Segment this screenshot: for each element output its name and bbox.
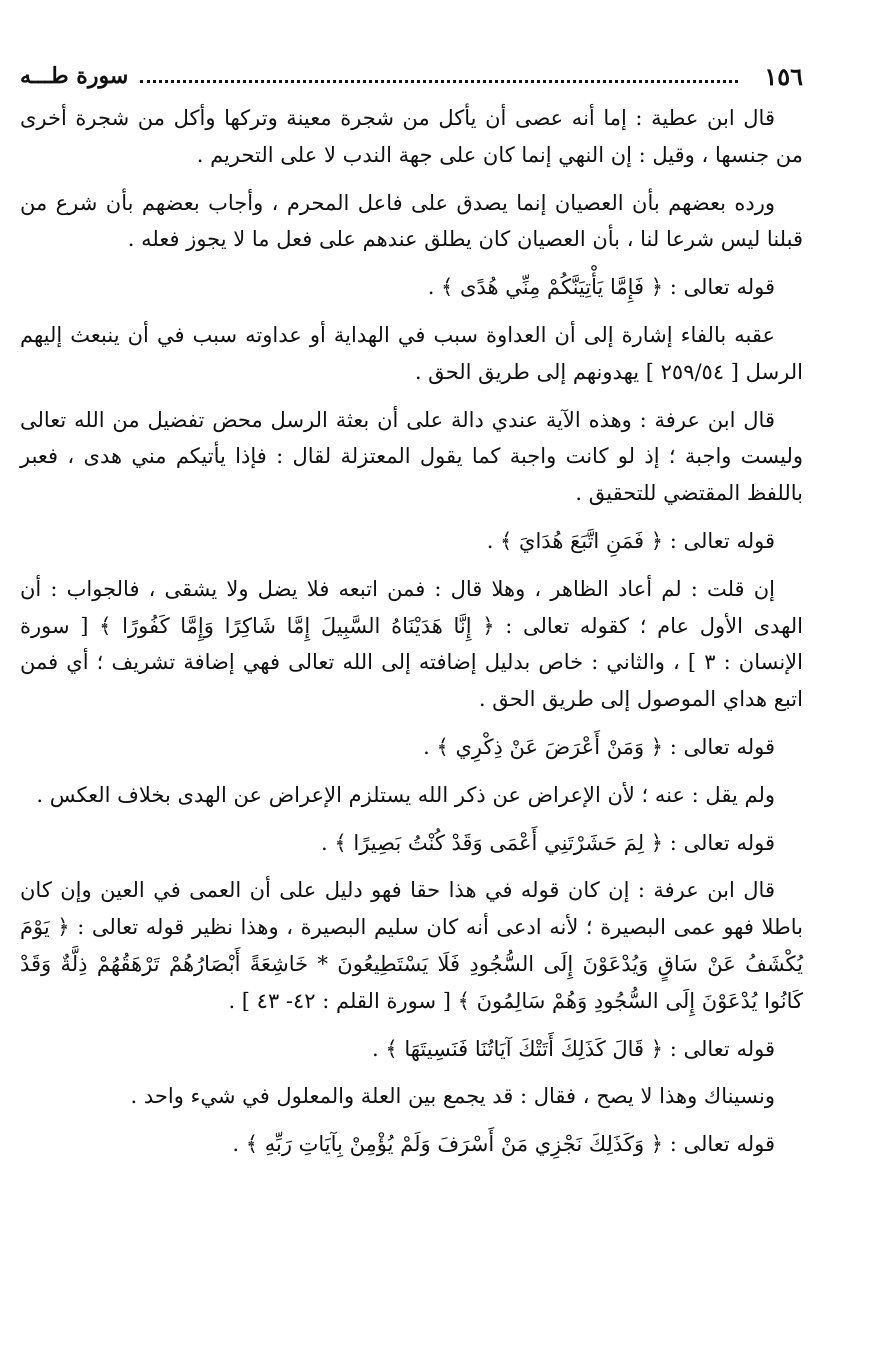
paragraph: ولم يقل : عنه ؛ لأن الإعراض عن ذكر الله يستلزم الإعراض عن الهدى بخلاف العكس . [36,782,775,807]
verse-quote: قوله تعالى : ﴿ وَمَنْ أَعْرَضَ عَنْ ذِكْرِي ﴾ . [423,734,775,759]
verse-quote: قوله تعالى : ﴿ لِمَ حَشَرْتَنِي أَعْمَى وَقَدْ كُنْتُ بَصِيرًا ﴾ . [321,830,775,855]
verse-quote: قوله تعالى : ﴿ قَالَ كَذَلِكَ أَتَتْكَ آيَاتُنَا فَنَسِيتَهَا ﴾ . [372,1036,775,1061]
page-body [20,100,803,1174]
verse-quote: قوله تعالى : ﴿ وَكَذَلِكَ نَجْزِي مَنْ أَسْرَفَ وَلَمْ يُؤْمِنْ بِآيَاتِ رَبِّهِ ﴾ . [232,1132,775,1157]
paragraph: ورده بعضهم بأن العصيان إنما يصدق على فاعل المحرم ، وأجاب بعضهم بأن شرع من قبلنا ليس شرعا لنا ، بأن العصيان كان يطلق عندهم على فعل ما لا يجوز فعله . [20,190,803,252]
page-number: ١٥٦ [764,61,803,91]
page-header [20,58,803,94]
verse-quote: قوله تعالى : ﴿ فَمَنِ اتَّبَعَ هُدَايَ ﴾ . [486,528,775,553]
paragraph: قال ابن عرفة : إن كان قوله في هذا حقا فهو دليل على أن العمى في العين وإن كان باطلا فهو عمى البصيرة ؛ لأنه ادعى أنه كان سليم البصيرة ، وهذا نظير قوله تعالى : ﴿ يَوْمَ يُكْشَفُ عَنْ سَاقٍ وَيُدْعَوْنَ إِلَى السُّجُودِ فَلَا يَسْتَطِيعُونَ * خَاشِعَةً أَبْصَارُهُمْ تَرْهَقُهُمْ ذِلَّةٌ وَقَدْ كَانُوا يُدْعَوْنَ إِلَى السُّجُودِ وَهُمْ سَالِمُونَ ﴾ [ سورة القلم : ٤٢- ٤٣ ] . [20,878,803,1013]
paragraph: إن قلت : لم أعاد الظاهر ، وهلا قال : فمن اتبعه فلا يضل ولا يشقى ، فالجواب : أن الهدى الأول عام ؛ كقوله تعالى : ﴿ إِنَّا هَدَيْنَاهُ السَّبِيلَ إِمَّا شَاكِرًا وَإِمَّا كَفُورًا ﴾ [ سورة الإنسان : ٣ ] ، والثاني : خاص بدليل إضافته إلى الله تعالى فهي إضافة تشريف ؛ أي فمن اتبع هداي الموصول إلى طريق الحق . [20,576,803,712]
verse-quote: قوله تعالى : ﴿ فَإِمَّا يَأْتِيَنَّكُمْ مِنِّي هُدًى ﴾ . [427,275,775,300]
header-dotted-divider [140,80,738,83]
paragraph: ونسيناك وهذا لا يصح ، فقال : قد يجمع بين العلة والمعلول في شيء واحد . [130,1084,775,1109]
surah-title: سورة طـــه [20,63,129,89]
paragraph: عقبه بالفاء إشارة إلى أن العداوة سبب في الهداية أو عداوته سبب في أن ينبعث إليهم الرسل [ ٢٥٩/٥٤ ] يهدونهم إلى طريق الحق . [20,322,803,384]
paragraph: قال ابن عرفة : وهذه الآية عندي دالة على أن بعثة الرسل محض تفضيل من الله تعالى وليست واجبة ؛ إذ لو كانت واجبة كما يقول المعتزلة لقال : فإذا يأتيكم مني هدى ، فعبر باللفظ المقتضي للتحقيق . [20,407,803,506]
paragraph: قال ابن عطية : إما أنه عصى أن يأكل من شجرة معينة وتركها وأكل من شجرة أخرى من جنسها ، وقيل : إن النهي إنما كان على جهة الندب لا على التحريم . [20,106,803,167]
